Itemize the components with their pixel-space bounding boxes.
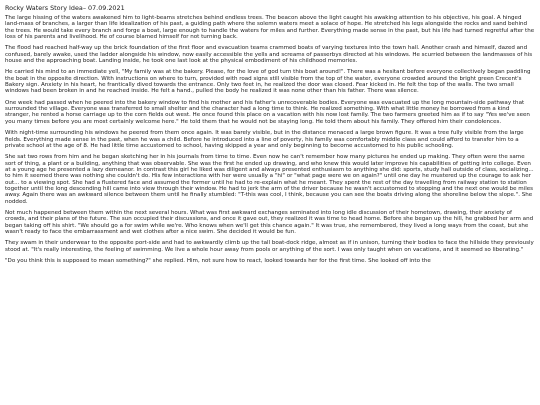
paragraph: One week had passed when he peered into the bakery window to find his mother and his father's unrecoverable bodies. Everyone was evacuated up the long mountain-side pathway that surrounded the village. Everyone was transferred to small shelter and the character had a long time to think. He realized something. With what little money he borrowed from a kind stranger, he rented a horse carriage up to the corn fields out west. He once found this place on a vacation with his now lost family. The two farmers greeted him as if to say "Yes we've seen you many times before you are most certainly welcome here." He told them that he would not be staying long. He told them about his family. They offered him their condolences. [5,99,530,125]
paragraph: With night-time surrounding his windows he peered from them once again. It was barely visible, but in the distance menaced a large brown figure. It was a tree fully visible from the large fields. Everything made sense in the past, when he was a child. Before he introduced into a line of poverty, his family was comfortably middle class and could afford to transfer him to a private school at the age of 8. He had little time accustomed to school, having skipped a year and only beginning to become accustomed to his public schooling. [5,130,524,149]
document-page [5,4,535,269]
document-title: Rocky Waters Story Idea– 07.09.2021 [5,4,125,12]
paragraph: They swam in their underwear to the opposite port-side and had to awkwardly climb up the tall boat-dock ridge, almost as if in unison, turning their bodies to face the hillside they previously stood at. "It's really interesting, the feeling of swimming. We live a whole hour away from pools or anything of the sort. I was only taught when on vacations, and it seemed so liberating." [5,240,534,253]
paragraph: The flood had reached half-way up the brick foundation of the first floor and evacuation teams crammed boats of varying textures into the town hall. Another crash and himself, dazed and confused, barely awake, used the ladder alongside his window, now easily accessible the yells and screams of passerbys directed at his windows. He scurried between the landmasses of his house and the approaching boat. Landing inside, he took one last look at the physical embodiment of his childhood memories. [5,45,533,65]
paragraph: Not much happened between them within the next several hours. What was first awkward exchanges seminated into long idle discussion of their hometown, drawing, their anxiety of crowds, and their plans of the future. The sun occupied their discussions, and once it gave out, they realized it was time to head home. Before she began up the hill, he grabbed her arm and began taking off his shirt. "We should go a for swim while we're. Who knows when we'll get this chance again." It was true, she remembered, they lived a long ways from the coast, but she wasn't ready to face the embarrassment and wet clothes after a nice swim. She decided it would be fun. [5,209,534,235]
paragraph: The large hissing of the waters awakened him to light-beams stretches behind endless trees. The beacon above the light caught his awaking attention to his objective, his goal. A hinged land-mass of branches, a larger than life idealization of his past, a guiding path where the solemn waters meet a solace of hope. He stretched his legs alongside the rocks and sand behind the trees. He would take every branch and forge a boat, large enough to handle the waters for miles and further. Everything made sense in the past, but his life had turned regretful after the loss of his parents and livelihood. He of course blamed himself for not turning back. [5,15,535,41]
paragraph: He carried his mind to an immediate yell, "My family was at the bakery. Please, for the love of god turn this boat around!". There was a hesitant before everyone collectively began paddling the boat in the opposite direction. With instructions on where to turn, provided with road signs still visible from the top of the water, everyone crowded around the bright green Crecent's Bakery sign. Anxiety in his heart, he frantically dived towards the entrance. Only two feet in, he realized the door was closed. Fear kicked in. He felt the top of the walls. The two small windows had been broken in and he reached inside. He felt a hand., pulled the body he realized it was none other than his father. There was silence. [5,69,531,95]
paragraph: "Do you think this is supposed to mean something?" she replied. Him, not sure how to react, looked towards her for the first time. She looked off into the [5,258,431,264]
paragraph: She sat two rows from him and he began sketching her in his journals from time to time. Even now he can't remember how many pictures he ended up making. They often were the same sort of thing, a plant or a building, anything that was observable. She was the first he ended up drawing, and who knew this would later improve his capabilities of getting into college. Even at a young age he presented a lazy demeanor. In contrast this girl he liked was diligent and always presented enthusiasm to anything she did: sports, study hall outside of class, socializing... to him it seemed there was nothing she couldn't do. His few interactions with her were usually a "hi" or "what page were we on again?" until one day he mustered up the courage to ask her out... to a viewing spot. She had a flustered face and assumed the former until he had to re-explain what he meant. They spent the rest of the day travelling from railway station to station together until the long descending hill came into view through their window. He had to jerk the arm of the driver because he wasn't accustomed to stopping and the next one would be miles away. Again there was an awkward silence between them until he finally stumbled: "T-this was cool, I think, because you can see the boats driving along the shoreline below the slope.". She nodded. [5,154,534,205]
